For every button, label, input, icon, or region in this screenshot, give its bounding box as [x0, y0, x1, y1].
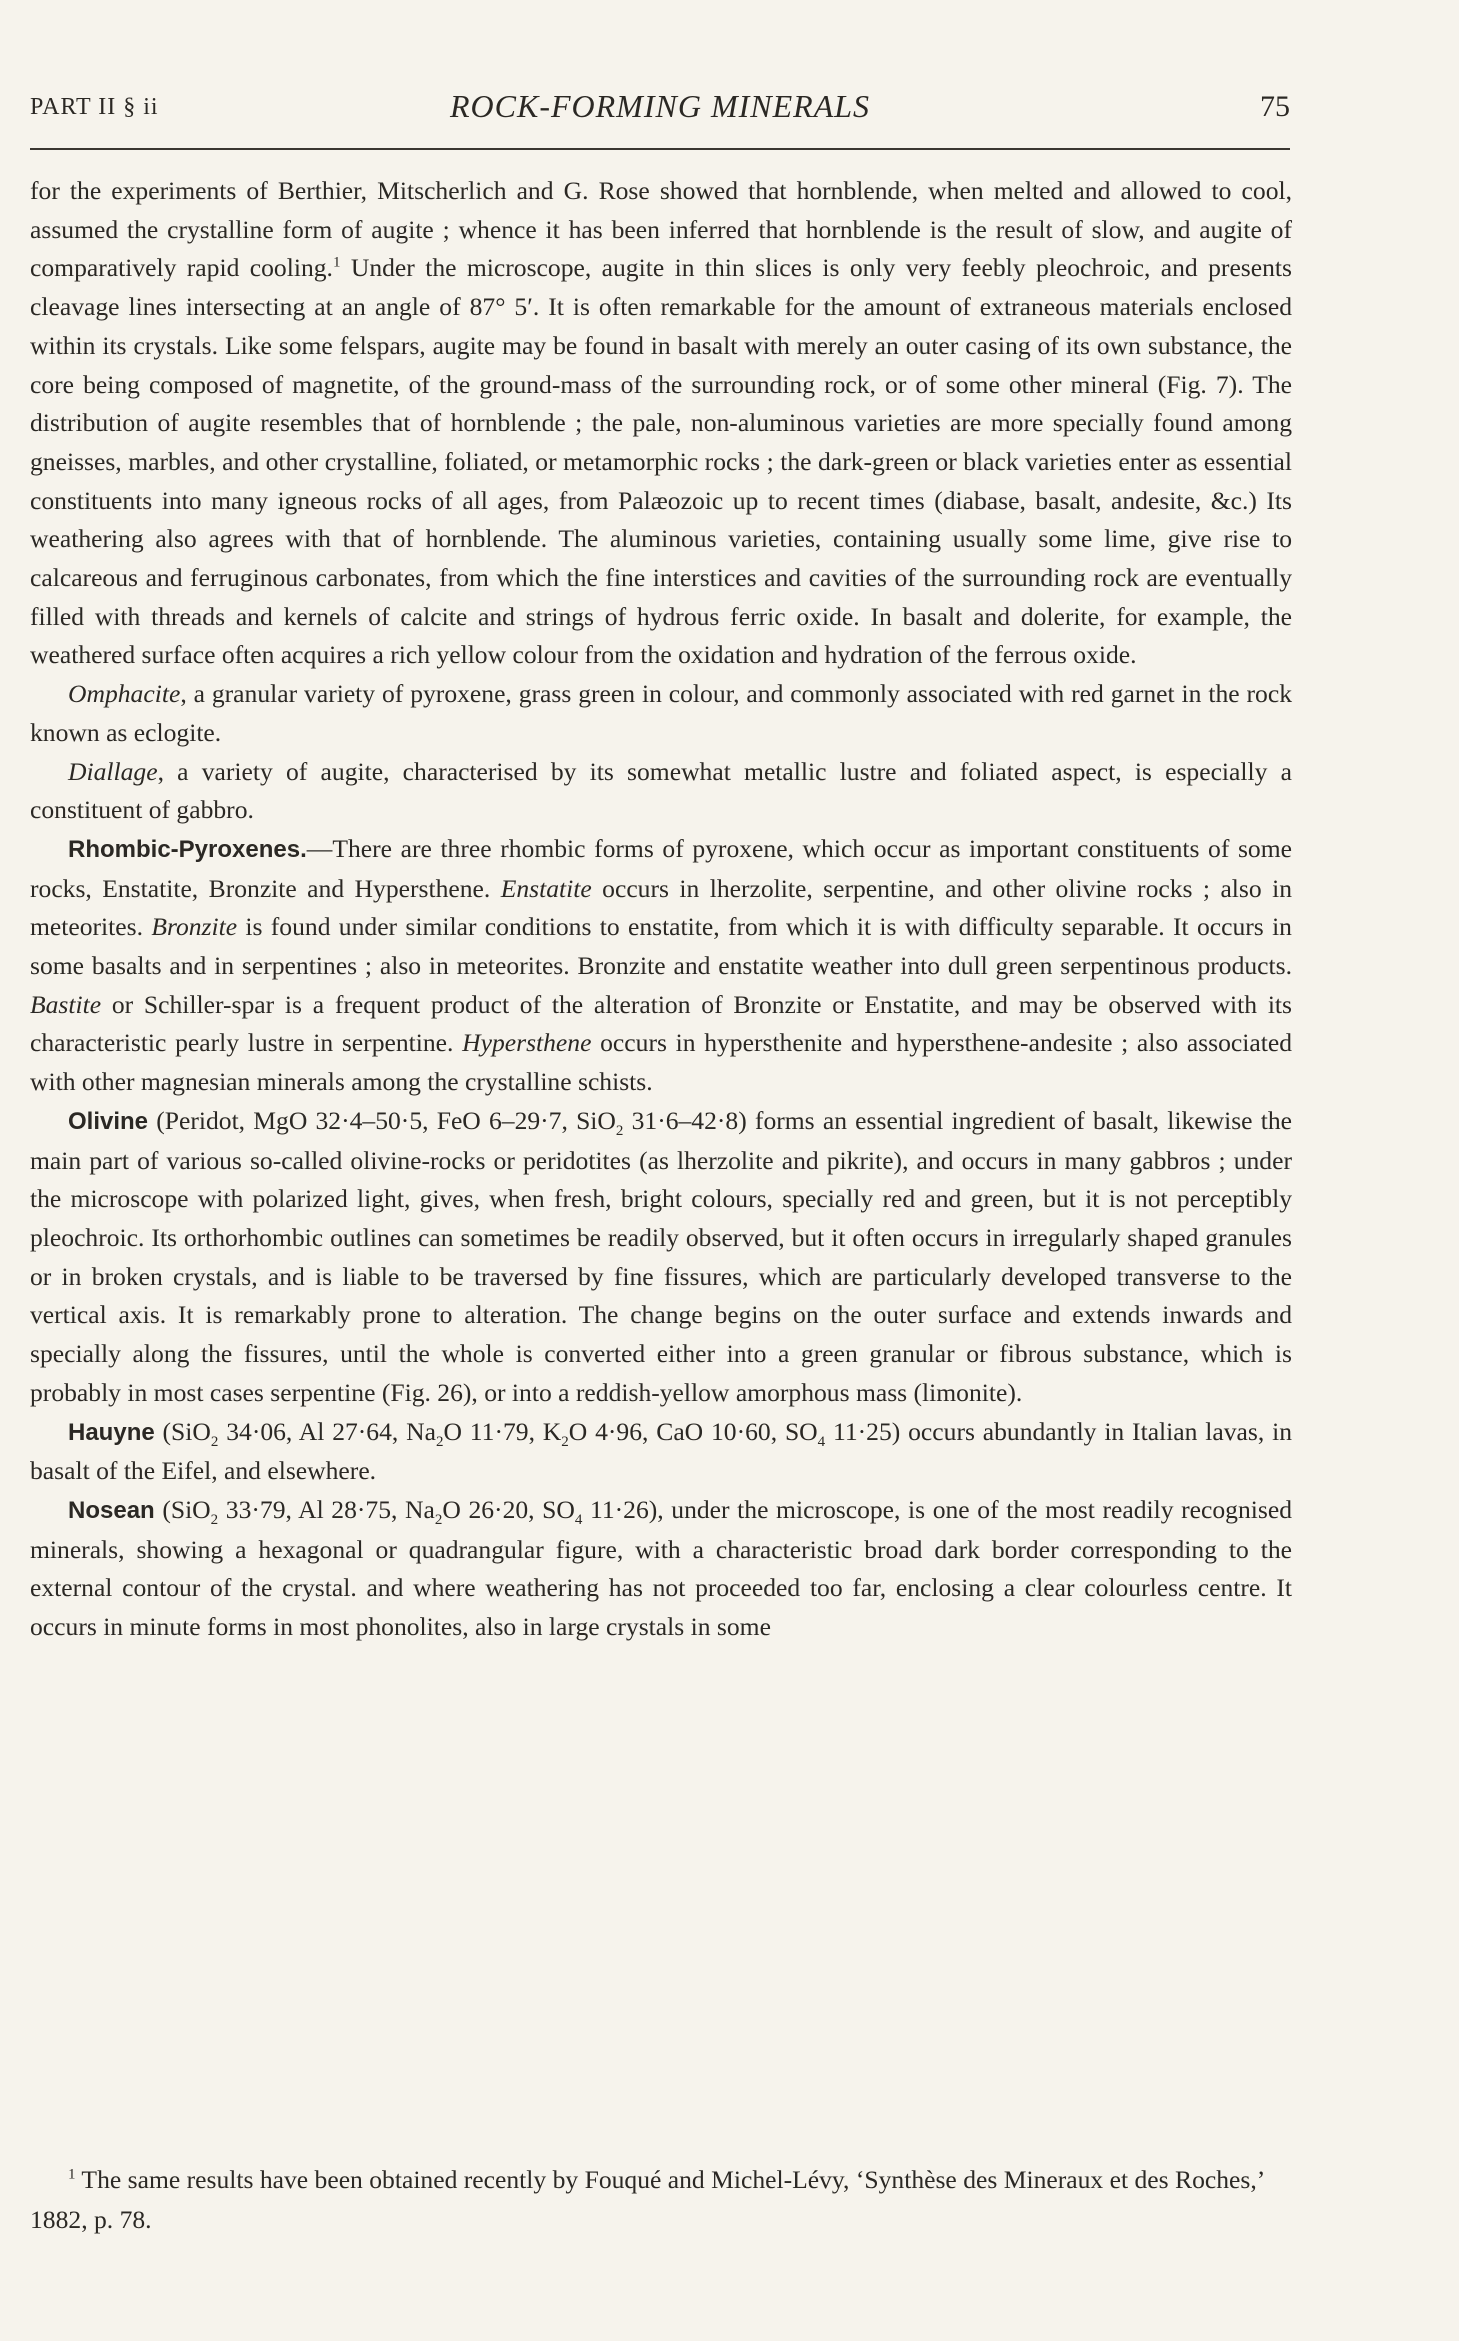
- running-title: ROCK-FORMING MINERALS: [449, 88, 871, 124]
- heading-rhombic-pyroxenes: Rhombic-Pyroxenes.: [68, 835, 307, 863]
- paragraph-nosean: Nosean (SiO$_2$ 33·79, Al 28·75, $Na_2O$ 26·20, $SO_4$ 11·26), under the microscope, is one of the most readily recognised minerals, showing a hexagonal or quadrangular figure, with a characteristic broad dark border corresponding to the external contour of the crystal. and where weathering has not proceeded too far, enclosing a clear colourless centre. It occurs in minute forms in most phonolites, also in large crystals in some: [30, 1494, 1293, 1642]
- header-rule: [30, 148, 1290, 150]
- running-header: [30, 88, 1290, 128]
- body-text: [30, 172, 1292, 1647]
- term-diallage: Diallage: [68, 756, 158, 786]
- footnote: $^1$ The same results have been obtained recently by Fouqué and Michel-Lévy, ‘Synthèse des Mineraux et des Roches,’ 1882, p. 78.: [30, 2165, 1264, 2234]
- term-hypersthene: Hypersthene: [462, 1028, 592, 1058]
- page-number: 75: [1260, 90, 1290, 123]
- paragraph-hauyne: Hauyne (SiO$_2$ 34·06, Al 27·64, $Na_2O$ 11·79, $K_2O$ 4·96, CaO 10·60, $SO_4$ 11·25) occurs abundantly in Italian lavas, in basalt of the Eifel, and elsewhere.: [30, 1416, 1292, 1486]
- paragraph-augite: for the experiments of Berthier, Mitscherlich and G. Rose showed that hornblende, when melted and allowed to cool, assumed the crystalline form of augite ; whence it has been inferred that hornblende is the result of slow, and augite of comparatively rapid cooling.$^1$ Under the microscope, augite in thin slices is only very feebly pleochroic, and presents cleavage lines intersecting at an angle of 87° 5′. It is often remarkable for the amount of extraneous materials enclosed within its crystals. Like some felspars, augite may be found in basalt with merely an outer casing of its own substance, the core being composed of magnetite, of the ground-mass of the surrounding rock, or of some other mineral (Fig. 7). The distribution of augite resembles that of hornblende ; the pale, non-aluminous varieties are more specially found among gneisses, marbles, and other crystalline, foliated, or metamorphic rocks ; the dark-green or black varieties enter as essential constituents into many igneous rocks of all ages, from Palæozoic up to recent times (diabase, basalt, andesite, &c.) Its weathering also agrees with that of hornblende. The aluminous varieties, containing usually some lime, give rise to calcareous and ferruginous carbonates, from which the fine interstices and cavities of the surrounding rock are eventually filled with threads and kernels of calcite and strings of hydrous ferric oxide. In basalt and dolerite, for example, the weathered surface often acquires a rich yellow colour from the oxidation and hydration of the ferrous oxide.: [30, 176, 1292, 670]
- heading-nosean: Nosean: [68, 1496, 155, 1524]
- term-enstatite: Enstatite: [500, 873, 592, 903]
- paragraph-olivine: Olivine (Peridot, MgO 32·4–50·5, FeO 6–29·7, SiO$_2$ 31·6–42·8) forms an essential ingredient of basalt, likewise the main part of various so-called olivine-rocks or peridotites (as lherzolite and pikrite), and occurs in many gabbros ; under the microscope with polarized light, gives, when fresh, bright colours, specially red and green, but it is not perceptibly pleochroic. Its orthorhombic outlines can sometimes be readily observed, but it often occurs in irregularly shaped granules or in broken crystals, and is liable to be traversed by fine fissures, which are particularly developed transverse to the vertical axis. It is remarkably prone to alteration. The change begins on the outer surface and extends inwards and specially along the fissures, until the whole is converted either into a green granular or fibrous substance, which is probably in most cases serpentine (Fig. 26), or into a reddish-yellow amorphous mass (limonite).: [30, 1105, 1292, 1407]
- paragraph-omphacite: Omphacite, a granular variety of pyroxene, grass green in colour, and commonly associated with red garnet in the rock known as eclogite.: [30, 679, 1292, 747]
- part-section-label: PART II § ii: [30, 94, 159, 120]
- term-bronzite: Bronzite: [151, 912, 238, 942]
- heading-hauyne: Hauyne: [68, 1418, 155, 1446]
- term-omphacite: Omphacite: [68, 679, 181, 709]
- footnote-mark: 1: [68, 2166, 76, 2183]
- term-bastite: Bastite: [30, 989, 102, 1019]
- footnote-ref: 1: [332, 254, 341, 271]
- paragraph-diallage: Diallage, a variety of augite, characterised by its somewhat metallic lustre and foliated aspect, is especially a constituent of gabbro.: [30, 756, 1292, 825]
- paragraph-rhombic-pyroxenes: Rhombic-Pyroxenes.—There are three rhombic forms of pyroxene, which occur as important constituents of some rocks, Enstatite, Bronzite and Hypersthene. Enstatite occurs in lherzolite, serpentine, and other olivine rocks ; also in meteorites. Bronzite is found under similar conditions to enstatite, from which it is with difficulty separable. It occurs in some basalts and in serpentines ; also in meteorites. Bronzite and enstatite weather into dull green serpentinous products. Bastite or Schiller-spar is a frequent product of the alteration of Bronzite or Enstatite, and may be observed with its characteristic pearly lustre in serpentine. Hypersthene occurs in hypersthenite and hypersthene-andesite ; also associated with other magnesian minerals among the crystalline schists.: [30, 833, 1292, 1097]
- heading-olivine: Olivine: [68, 1107, 149, 1135]
